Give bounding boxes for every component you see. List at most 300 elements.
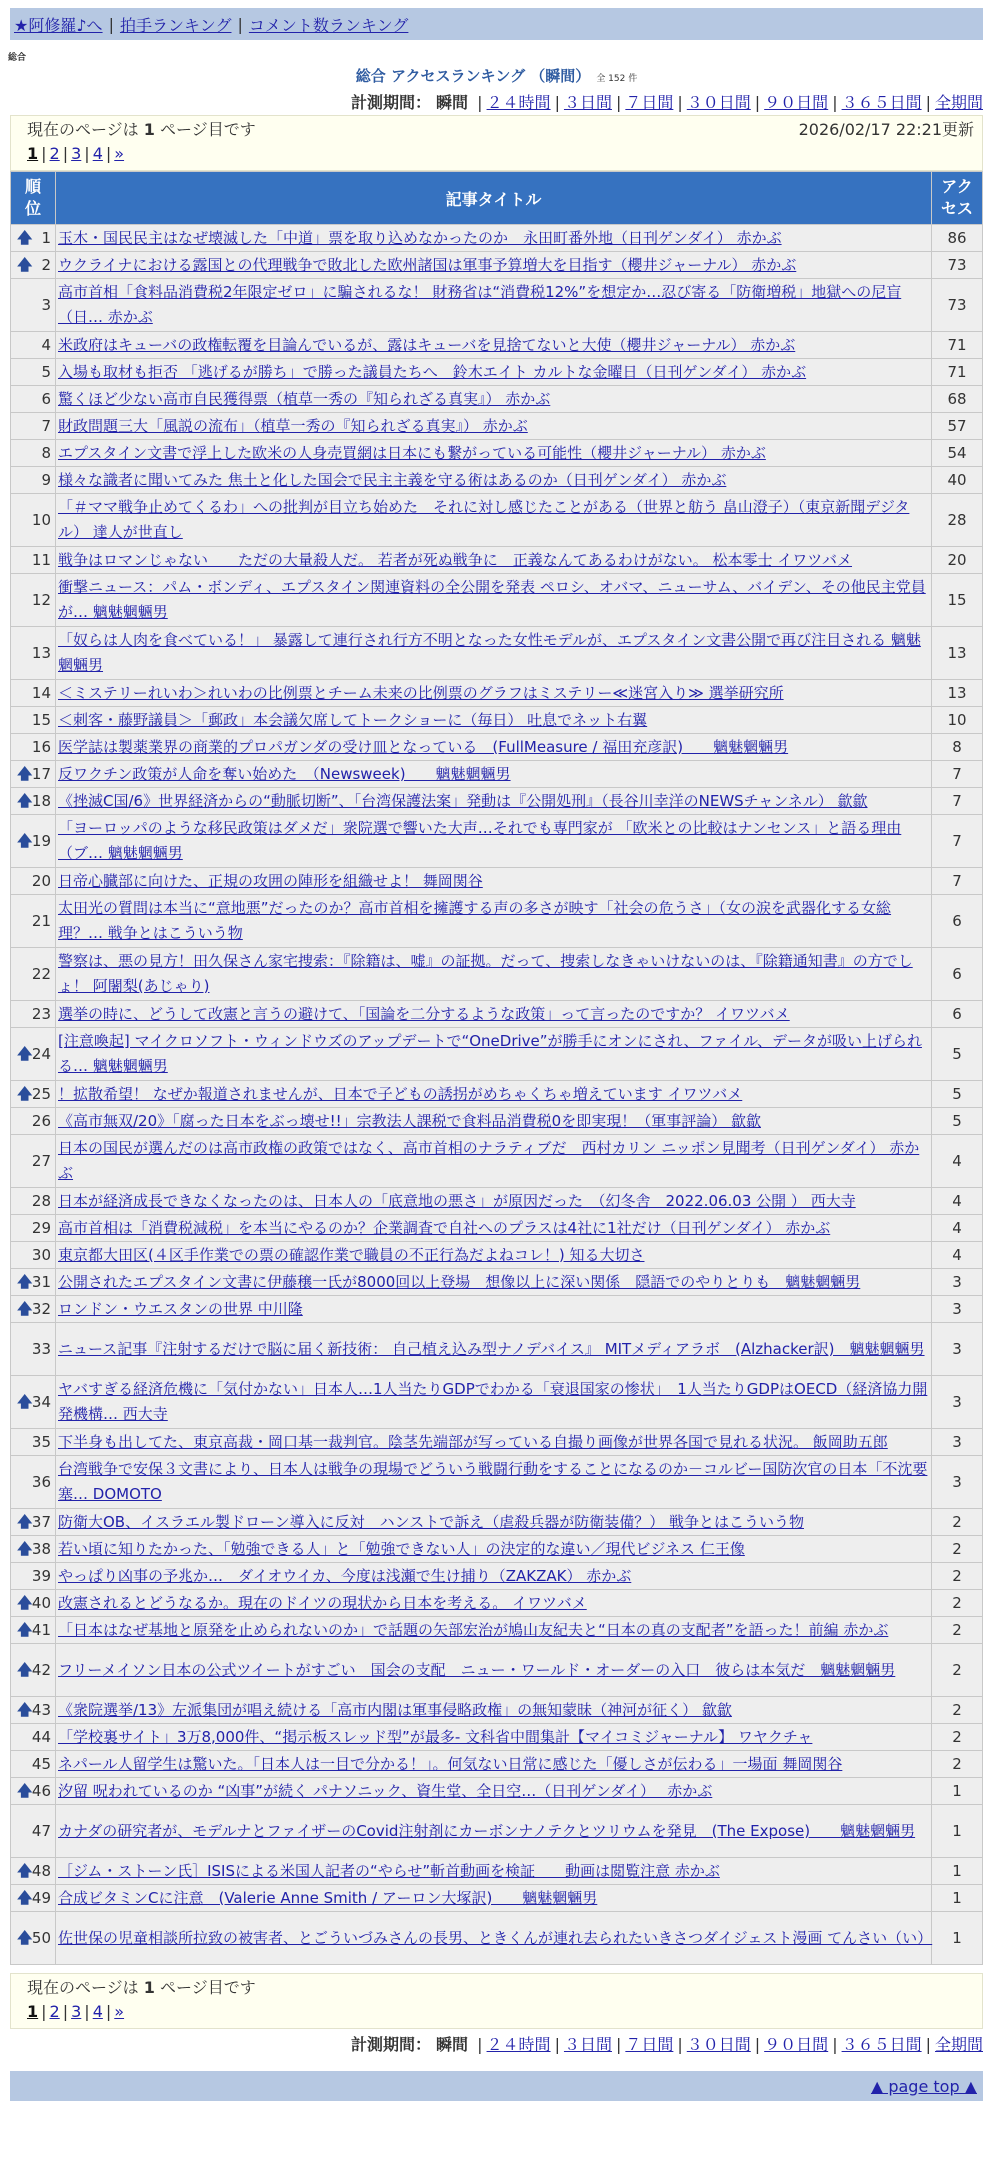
- rank-number: 38: [31, 1539, 51, 1558]
- article-link[interactable]: フリーメイソン日本の公式ツイートがすごい 国会の支配 ニュー・ワールド・オーダーの入口 彼らは本気だ 魑魅魍魎男: [58, 1660, 896, 1679]
- article-link[interactable]: ＜ミステリーれいわ＞れいわの比例票とチーム未来の比例票のグラフはミステリー≪迷宮入り≫ 選挙研究所: [58, 683, 784, 702]
- rank-number: 44: [31, 1727, 51, 1746]
- article-link[interactable]: 若い頃に知りたかった、「勉強できる人」と「勉強できない人」の決定的な違い／現代ビジネス 仁王像: [58, 1539, 745, 1558]
- table-row: [11, 1135, 982, 1187]
- title-cell: [56, 1885, 931, 1911]
- rank-cell: [11, 895, 55, 947]
- article-link[interactable]: 警察は、悪の見方！田久保さん家宅捜索：『除籍は、嘘』の証拠。だって、捜索しなきゃいけないのは、『除籍通知書』の方でしょ！ 阿闍梨(あじゃり): [58, 952, 913, 995]
- table-row: [11, 1001, 982, 1027]
- title-cell: [56, 1242, 931, 1268]
- period-current: 瞬間: [436, 93, 469, 112]
- title-cell: [56, 1617, 931, 1643]
- page-link-2[interactable]: 2: [49, 2002, 60, 2021]
- rank-number: 25: [31, 1084, 51, 1103]
- title-cell: [56, 1456, 931, 1508]
- period-link-2[interactable]: ７日間: [625, 93, 674, 112]
- table-row: [11, 359, 982, 385]
- article-link[interactable]: 日本の国民が選んだのは高市政権の政策ではなく、高市首相のナラティブだ 西村カリン ニッポン見聞考（日刊ゲンダイ） 赤かぶ: [58, 1139, 920, 1182]
- table-row: [11, 815, 982, 867]
- period-link-4[interactable]: ９０日間: [764, 93, 829, 112]
- nav-separator: |: [108, 14, 114, 34]
- title-cell: [56, 948, 931, 1000]
- page-separator: |: [105, 144, 112, 163]
- article-link[interactable]: 驚くほど少ない高市自民獲得票（植草一秀の『知られざる真実』） 赤かぶ: [58, 389, 551, 408]
- table-row: [11, 895, 982, 947]
- ranking-table: [10, 171, 983, 1965]
- rank-number: 9: [41, 470, 51, 489]
- access-count: 2: [932, 1563, 982, 1589]
- period-separator: |: [832, 93, 838, 112]
- table-row: [11, 1778, 982, 1804]
- period-links: [473, 2035, 983, 2054]
- period-link-1[interactable]: ３日間: [563, 93, 612, 112]
- arrow-up-icon: 🡅: [17, 1512, 33, 1531]
- rank-cell: [11, 574, 55, 626]
- title-header: 記事タイトル: [56, 172, 931, 224]
- page-separator: |: [41, 144, 47, 163]
- title-cell: [56, 1805, 931, 1857]
- access-count: 2: [932, 1536, 982, 1562]
- access-count: 5: [932, 1108, 982, 1134]
- article-link[interactable]: 「ヨーロッパのような移民政策はダメだ」衆院選で響いた大声…それでも専門家が 「欧米との比較はナンセンス」と語る理由（ブ… 魑魅魍魎男: [58, 819, 902, 862]
- title-cell: [56, 627, 931, 679]
- table-row: [11, 1456, 982, 1508]
- page-link-3[interactable]: 3: [71, 2002, 82, 2021]
- title-cell: [56, 225, 931, 251]
- article-link[interactable]: 「＃ママ戦争止めてくるわ」への批判が目立ち始めた それに対し感じたことがある（世界と舫う 畠山澄子）（東京新聞デジタル） 達人が世直し: [58, 498, 910, 541]
- rank-number: 26: [31, 1111, 51, 1130]
- article-link[interactable]: 下半身も出してた、東京高裁・岡口基一裁判官。陰茎先端部が写っている自撮り画像が世界各国で見れる状況。 飯岡助五郎: [58, 1432, 888, 1451]
- rank-cell: [11, 1135, 55, 1187]
- table-row: [11, 547, 982, 573]
- table-row: [11, 1509, 982, 1535]
- period-link-4[interactable]: ９０日間: [764, 2035, 829, 2054]
- article-link[interactable]: ネパール人留学生は驚いた。「日本人は一目で分かる！」。何気ない日常に感じた「優しさが伝わる」一場面 舞岡関谷: [58, 1754, 843, 1773]
- comment-ranking-link[interactable]: コメント数ランキング: [248, 15, 409, 35]
- table-row: [11, 1108, 982, 1134]
- access-count: 3: [932, 1323, 982, 1375]
- article-link[interactable]: 日本が経済成長できなくなったのは、日本人の「底意地の悪さ」が原因だった （幻冬舎 2022.06.03 公開 ） 西大寺: [58, 1191, 856, 1210]
- table-row: [11, 467, 982, 493]
- access-count: 3: [932, 1296, 982, 1322]
- title-cell: [56, 252, 931, 278]
- rank-cell: [11, 332, 55, 358]
- access-count: 3: [932, 1456, 982, 1508]
- access-count: 3: [932, 1376, 982, 1428]
- period-link-6[interactable]: 全期間: [934, 93, 983, 112]
- page-links: [27, 2000, 974, 2026]
- title-cell: [56, 467, 931, 493]
- title-cell: [56, 1429, 931, 1455]
- article-link[interactable]: 高市首相は「消費税減税」を本当にやるのか？企業調査で自社へのプラスは4社に1社だけ（日刊ゲンダイ） 赤かぶ: [58, 1218, 831, 1237]
- access-count: 1: [932, 1912, 982, 1964]
- access-count: 15: [932, 574, 982, 626]
- rank-number: 36: [31, 1472, 51, 1491]
- article-link[interactable]: ロンドン・ウエスタンの世界 中川隆: [58, 1299, 303, 1318]
- article-link[interactable]: 「日本はなぜ基地と原発を止められないのか」で話題の矢部宏治が鳩山友紀夫と“日本の真の支配者”を語った！前編 赤かぶ: [58, 1620, 889, 1639]
- page-status-prefix: 現在のページは: [27, 1978, 144, 1997]
- access-count: 5: [932, 1028, 982, 1080]
- article-link[interactable]: 公開されたエプスタイン文書に伊藤穣一氏が8000回以上登場 想像以上に深い関係 隠語でのやりとりも 魑魅魍魎男: [58, 1272, 861, 1291]
- access-count: 8: [932, 734, 982, 760]
- article-link[interactable]: ［ジム・ストーン氏］ISISによる米国人記者の“やらせ”斬首動画を検証 動画は閲覧注意 赤かぶ: [58, 1861, 720, 1880]
- article-link[interactable]: 《挫滅C国/6》世界経済からの“動脈切断”、「台湾保護法案」発動は『公開処刑』（長谷川幸洋のNEWSチャンネル） 歙歙: [58, 791, 868, 810]
- page-status: [27, 1976, 256, 2000]
- period-link-2[interactable]: ７日間: [625, 2035, 674, 2054]
- rank-cell: [11, 359, 55, 385]
- rank-cell: [11, 788, 55, 814]
- table-row: [11, 1912, 982, 1964]
- rank-number: 42: [31, 1660, 51, 1679]
- table-row: [11, 1563, 982, 1589]
- access-count: 2: [932, 1697, 982, 1723]
- article-link[interactable]: 汐留 呪われているのか “凶事”が続く パナソニック、資生堂、全日空…（日刊ゲンダイ） 赤かぶ: [58, 1781, 713, 1800]
- title-cell: [56, 1081, 931, 1107]
- rank-cell: [11, 1108, 55, 1134]
- title-cell: [56, 1323, 931, 1375]
- rank-number: 34: [31, 1392, 51, 1411]
- rank-number: 24: [31, 1044, 51, 1063]
- title-cell: [56, 1376, 931, 1428]
- rank-number: 32: [31, 1299, 51, 1318]
- access-count: 6: [932, 948, 982, 1000]
- article-link[interactable]: 衝撃ニュース：パム・ボンディ、エプスタイン関連資料の全公開を発表 ペロシ、オバマ、ニューサム、バイデン、その他民主党員が… 魑魅魍魎男: [58, 578, 926, 621]
- rank-number: 20: [31, 871, 51, 890]
- title-cell: [56, 761, 931, 787]
- rank-cell: [11, 547, 55, 573]
- rank-number: 6: [41, 389, 51, 408]
- rank-number: 3: [41, 295, 51, 314]
- rank-cell: [11, 1081, 55, 1107]
- next-page-link[interactable]: »: [114, 2002, 125, 2021]
- rank-cell: [11, 1269, 55, 1295]
- title-cell: [56, 1563, 931, 1589]
- table-row: [11, 279, 982, 331]
- rank-cell: [11, 1617, 55, 1643]
- rank-cell: [11, 734, 55, 760]
- article-link[interactable]: 日帝心臓部に向けた、正規の攻囲の陣形を組織せよ！ 舞岡関谷: [58, 871, 483, 890]
- rank-number: 1: [41, 228, 51, 247]
- page-status-number: 1: [143, 120, 155, 139]
- table-row: [11, 1081, 982, 1107]
- home-link[interactable]: ★阿修羅♪へ: [14, 15, 103, 35]
- title-cell: [56, 1001, 931, 1027]
- title-cell: [56, 1269, 931, 1295]
- access-count: 2: [932, 1617, 982, 1643]
- table-row: [11, 252, 982, 278]
- period-links: [473, 93, 983, 112]
- next-page-link[interactable]: »: [114, 144, 125, 163]
- period-separator: |: [554, 2035, 560, 2054]
- rank-number: 14: [31, 683, 51, 702]
- rank-cell: [11, 1724, 55, 1750]
- period-link-0[interactable]: ２４時間: [486, 93, 551, 112]
- rank-number: 37: [31, 1512, 51, 1531]
- article-link[interactable]: 財政問題三大「風説の流布」（植草一秀の『知られざる真実』） 赤かぶ: [58, 416, 528, 435]
- rank-cell: [11, 1376, 55, 1428]
- rank-number: 33: [31, 1339, 51, 1358]
- article-link[interactable]: 反ワクチン政策が人命を奪い始めた （Newsweek) 魑魅魍魎男: [58, 764, 511, 783]
- period-current: 瞬間: [436, 2035, 469, 2054]
- rank-number: 29: [31, 1218, 51, 1237]
- arrow-up-icon: 🡅: [17, 791, 33, 810]
- article-link[interactable]: ニュース記事『注射するだけで脳に届く新技術： 自己植え込み型ナノデバイス』 MITメディアラボ (Alzhacker訳) 魑魅魍魎男: [58, 1339, 925, 1358]
- title-cell: [56, 1644, 931, 1696]
- page-title: [0, 65, 993, 91]
- article-link[interactable]: ＜刺客・藤野議員＞「郵政」本会議欠席してトークショーに（毎日） 吐息でネット右翼: [58, 710, 648, 729]
- article-link[interactable]: 様々な識者に聞いてみた 焦土と化した国会で民主主義を守る術はあるのか（日刊ゲンダイ） 赤かぶ: [58, 470, 727, 489]
- table-row: [11, 627, 982, 679]
- page-status-number: 1: [143, 1978, 155, 1997]
- table-row: [11, 494, 982, 546]
- rank-cell: [11, 413, 55, 439]
- access-count: 7: [932, 815, 982, 867]
- article-link[interactable]: ！拡散希望！ なぜか報道されませんが、日本で子どもの誘拐がめちゃくちゃ増えています イワツバメ: [58, 1084, 743, 1103]
- page-separator: |: [62, 144, 69, 163]
- article-link[interactable]: 玉木・国民民主はなぜ壊滅した「中道」票を取り込めなかったのか 永田町番外地（日刊ゲンダイ） 赤かぶ: [58, 228, 782, 247]
- table-row: [11, 413, 982, 439]
- rank-cell: [11, 815, 55, 867]
- arrow-up-icon: 🡅: [17, 1539, 33, 1558]
- period-link-0[interactable]: ２４時間: [486, 2035, 551, 2054]
- period-separator: |: [554, 93, 560, 112]
- article-link[interactable]: 高市首相「食料品消費税2年限定ゼロ」に騙されるな！ 財務省は“消費税12%”を想定か…忍び寄る「防衛増税」地獄への尼盲（日… 赤かぶ: [58, 283, 902, 326]
- page-link-3[interactable]: 3: [71, 144, 82, 163]
- total-count: 全 152 件: [596, 74, 638, 84]
- rank-cell: [11, 1509, 55, 1535]
- access-count: 2: [932, 1509, 982, 1535]
- access-count: 1: [932, 1778, 982, 1804]
- top-nav: [10, 8, 983, 40]
- period-link-3[interactable]: ３０日間: [686, 93, 751, 112]
- title-cell: [56, 1590, 931, 1616]
- rank-cell: [11, 1536, 55, 1562]
- page-top-link[interactable]: ▲ page top ▲: [870, 2076, 977, 2096]
- arrow-up-icon: 🡅: [17, 1700, 33, 1719]
- article-link[interactable]: 《高市無双/20》「腐った日本をぶっ壊せ!!」宗教法人課税で食料品消費税0を即実現！（軍事評論） 歙歙: [58, 1111, 761, 1130]
- rank-number: 43: [31, 1700, 51, 1719]
- period-link-1[interactable]: ３日間: [563, 2035, 612, 2054]
- rank-cell: [11, 1323, 55, 1375]
- access-count: 28: [932, 494, 982, 546]
- access-count: 4: [932, 1188, 982, 1214]
- access-count: 6: [932, 895, 982, 947]
- article-link[interactable]: 東京都大田区(４区手作業での票の確認作業で職員の不正行為だよねコレ！) 知る大切さ: [58, 1245, 645, 1264]
- table-row: [11, 1429, 982, 1455]
- rank-number: 31: [31, 1272, 51, 1291]
- title-cell: [56, 788, 931, 814]
- period-link-3[interactable]: ３０日間: [686, 2035, 751, 2054]
- table-row: [11, 734, 982, 760]
- title-cell: [56, 1028, 931, 1080]
- table-row: [11, 1805, 982, 1857]
- updated-timestamp: 2026/02/17 22:21更新: [798, 120, 974, 139]
- access-count: 7: [932, 761, 982, 787]
- page-link-4[interactable]: 4: [92, 2002, 103, 2021]
- title-cell: [56, 1697, 931, 1723]
- ranking-title-text: 総合 アクセスランキング （瞬間）: [355, 67, 591, 85]
- title-cell: [56, 494, 931, 546]
- title-cell: [56, 413, 931, 439]
- table-row: [11, 1724, 982, 1750]
- article-link[interactable]: エプスタイン文書で浮上した欧米の人身売買網は日本にも繋がっている可能性（櫻井ジャーナル） 赤かぶ: [58, 443, 766, 462]
- access-count: 6: [932, 1001, 982, 1027]
- period-link-6[interactable]: 全期間: [934, 2035, 983, 2054]
- article-link[interactable]: 医学誌は製薬業界の商業的プロパガンダの受け皿となっている (FullMeasure / 福田充彦訳) 魑魅魍魎男: [58, 737, 789, 756]
- rank-number: 21: [31, 911, 51, 930]
- applause-ranking-link[interactable]: 拍手ランキング: [119, 15, 232, 35]
- rank-cell: [11, 627, 55, 679]
- count-header: アクセス: [932, 172, 982, 224]
- arrow-up-icon: 🡅: [17, 1660, 33, 1679]
- rank-cell: [11, 386, 55, 412]
- rank-cell: [11, 1751, 55, 1777]
- article-link[interactable]: 《衆院選挙/13》左派集団が唱え続ける「高市内閣は軍事侵略政権」の無知蒙昧（神河が征く） 歙歙: [58, 1700, 732, 1719]
- rank-cell: [11, 1028, 55, 1080]
- title-cell: [56, 440, 931, 466]
- access-count: 4: [932, 1242, 982, 1268]
- access-count: 2: [932, 1590, 982, 1616]
- period-separator: |: [925, 93, 931, 112]
- article-link[interactable]: ウクライナにおける露国との代理戦争で敗北した欧州諸国は軍事予算増大を目指す（櫻井ジャーナル） 赤かぶ: [58, 255, 797, 274]
- pager-bottom: [10, 1973, 983, 2029]
- rank-number: 28: [31, 1191, 51, 1210]
- table-row: [11, 1296, 982, 1322]
- rank-cell: [11, 868, 55, 894]
- arrow-up-icon: 🡅: [17, 1861, 33, 1880]
- article-link[interactable]: カナダの研究者が、モデルナとファイザーのCovid注射剤にカーボンナノテクとツリウムを発見 (The Expose) 魑魅魍魎男: [58, 1821, 916, 1840]
- page-status-suffix: ページ目です: [154, 1978, 256, 1997]
- period-separator: |: [477, 93, 483, 112]
- rank-number: 15: [31, 710, 51, 729]
- access-count: 4: [932, 1215, 982, 1241]
- article-link[interactable]: 「学校裏サイト」3万8,000件、“掲示板スレッド型”が最多- 文科省中間集計【マイコミジャーナル】 ワヤクチャ: [58, 1727, 813, 1746]
- access-count: 10: [932, 707, 982, 733]
- title-cell: [56, 1912, 931, 1964]
- rank-cell: [11, 1590, 55, 1616]
- rank-cell: [11, 680, 55, 706]
- rank-number: 10: [31, 510, 51, 529]
- article-link[interactable]: 戦争はロマンじゃない ただの大量殺人だ。 若者が死ぬ戦争に 正義なんてあるわけがない。 松本零士 イワツバメ: [58, 550, 853, 569]
- title-cell: [56, 1108, 931, 1134]
- rank-number: 18: [31, 791, 51, 810]
- access-count: 73: [932, 252, 982, 278]
- page-separator: |: [41, 2002, 47, 2021]
- article-link[interactable]: [注意喚起] マイクロソフト・ウィンドウズのアップデートで“OneDrive”が勝手にオンにされ、ファイル、データが吸い上げられる… 魑魅魍魎男: [58, 1032, 922, 1075]
- nav-separator: |: [237, 14, 243, 34]
- access-count: 68: [932, 386, 982, 412]
- title-cell: [56, 1509, 931, 1535]
- article-link[interactable]: 改憲されるとどうなるか。現在のドイツの現状から日本を考える。 イワツバメ: [58, 1593, 587, 1612]
- rank-number: 7: [41, 416, 51, 435]
- rank-cell: [11, 494, 55, 546]
- title-cell: [56, 574, 931, 626]
- title-cell: [56, 1215, 931, 1241]
- page-links: [27, 142, 974, 168]
- rank-number: 45: [31, 1754, 51, 1773]
- rank-cell: [11, 761, 55, 787]
- arrow-up-icon: 🡅: [17, 255, 33, 274]
- table-row: [11, 868, 982, 894]
- rank-cell: [11, 1242, 55, 1268]
- article-link[interactable]: 入場も取材も拒否 「逃げるが勝ち」で勝った議員たちへ 鈴木エイト カルトな金曜日（日刊ゲンダイ） 赤かぶ: [58, 362, 807, 381]
- article-link[interactable]: 米政府はキューバの政権転覆を目論んでいるが、露はキューバを見捨てないと大使（櫻井ジャーナル） 赤かぶ: [58, 335, 796, 354]
- rank-number: 40: [31, 1593, 51, 1612]
- access-count: 71: [932, 359, 982, 385]
- rank-number: 41: [31, 1620, 51, 1639]
- pager-top: [10, 115, 983, 171]
- rank-cell: [11, 1296, 55, 1322]
- table-row: [11, 1028, 982, 1080]
- article-link[interactable]: 太田光の質問は本当に“意地悪”だったのか？高市首相を擁護する声の多さが映す「社会の危うさ」（女の涙を武器化する女総理？… 戦争とはこういう物: [58, 899, 892, 942]
- arrow-up-icon: 🡅: [17, 1392, 33, 1411]
- article-link[interactable]: 合成ビタミンCに注意 (Valerie Anne Smith / アーロン大塚訳) 魑魅魍魎男: [58, 1888, 598, 1907]
- period-separator: |: [754, 2035, 761, 2054]
- title-cell: [56, 1778, 931, 1804]
- period-link-5[interactable]: ３６５日間: [841, 2035, 922, 2054]
- rank-number: 30: [31, 1245, 51, 1264]
- table-row: [11, 788, 982, 814]
- page-link-4[interactable]: 4: [92, 144, 103, 163]
- arrow-up-icon: 🡅: [17, 1044, 33, 1063]
- title-cell: [56, 868, 931, 894]
- page-separator: |: [84, 144, 90, 163]
- arrow-up-icon: 🡅: [17, 831, 33, 850]
- title-cell: [56, 680, 931, 706]
- table-row: [11, 1885, 982, 1911]
- period-separator: |: [477, 2035, 483, 2054]
- table-row: [11, 1590, 982, 1616]
- access-count: 4: [932, 1135, 982, 1187]
- table-row: [11, 1644, 982, 1696]
- rank-cell: [11, 1456, 55, 1508]
- article-link[interactable]: 台湾戦争で安保３文書により、日本人は戦争の現場でどういう戦闘行動をすることになるのか－コルビー国防次官の日本「不沈要塞… DOMOTO: [58, 1460, 928, 1503]
- period-selector-bottom: [0, 2033, 983, 2057]
- page-link-2[interactable]: 2: [49, 144, 60, 163]
- access-count: 2: [932, 1751, 982, 1777]
- arrow-up-icon: 🡅: [17, 1272, 33, 1291]
- period-separator: |: [615, 2035, 622, 2054]
- rank-number: 2: [41, 255, 51, 274]
- table-row: [11, 1242, 982, 1268]
- article-link[interactable]: 選挙の時に、どうして改憲と言うの避けて、「国論を二分するような政策」って言ったのですか？ イワツバメ: [58, 1004, 790, 1023]
- title-cell: [56, 279, 931, 331]
- title-cell: [56, 895, 931, 947]
- table-row: [11, 386, 982, 412]
- rank-number: 46: [31, 1781, 51, 1800]
- arrow-up-icon: 🡅: [17, 764, 33, 783]
- title-cell: [56, 1296, 931, 1322]
- rank-number: 13: [31, 643, 51, 662]
- table-row: [11, 1697, 982, 1723]
- rank-number: 49: [31, 1888, 51, 1907]
- rank-number: 16: [31, 737, 51, 756]
- article-link[interactable]: ヤバすぎる経済危機に「気付かない」日本人…1人当たりGDPでわかる「衰退国家の惨状」 1人当たりGDPはOECD（経済協力開発機構… 西大寺: [58, 1380, 928, 1423]
- article-link[interactable]: やっぱり凶事の予兆か… ダイオウイカ、今度は浅瀬で生け捕り（ZAKZAK） 赤かぶ: [58, 1566, 632, 1585]
- period-link-5[interactable]: ３６５日間: [841, 93, 922, 112]
- table-row: [11, 1188, 982, 1214]
- access-count: 1: [932, 1805, 982, 1857]
- page-status: [27, 118, 256, 142]
- access-count: 13: [932, 680, 982, 706]
- article-link[interactable]: 「奴らは人肉を食べている！」 暴露して連行され行方不明となった女性モデルが、エプスタイン文書公開で再び注目される 魑魅魍魎男: [58, 631, 921, 674]
- article-link[interactable]: 佐世保の児童相談所拉致の被害者、とごういづみさんの長男、ときくんが連れ去られたいきさつダイジェスト漫画 てんさい（い）: [58, 1928, 933, 1947]
- rank-cell: [11, 1885, 55, 1911]
- article-link[interactable]: 防衛大OB、イスラエル製ドローン導入に反対 ハンストで訴え（虐殺兵器が防衛装備？） 戦争とはこういう物: [58, 1512, 804, 1531]
- rank-number: 48: [31, 1861, 51, 1880]
- rank-cell: [11, 440, 55, 466]
- access-count: 3: [932, 1269, 982, 1295]
